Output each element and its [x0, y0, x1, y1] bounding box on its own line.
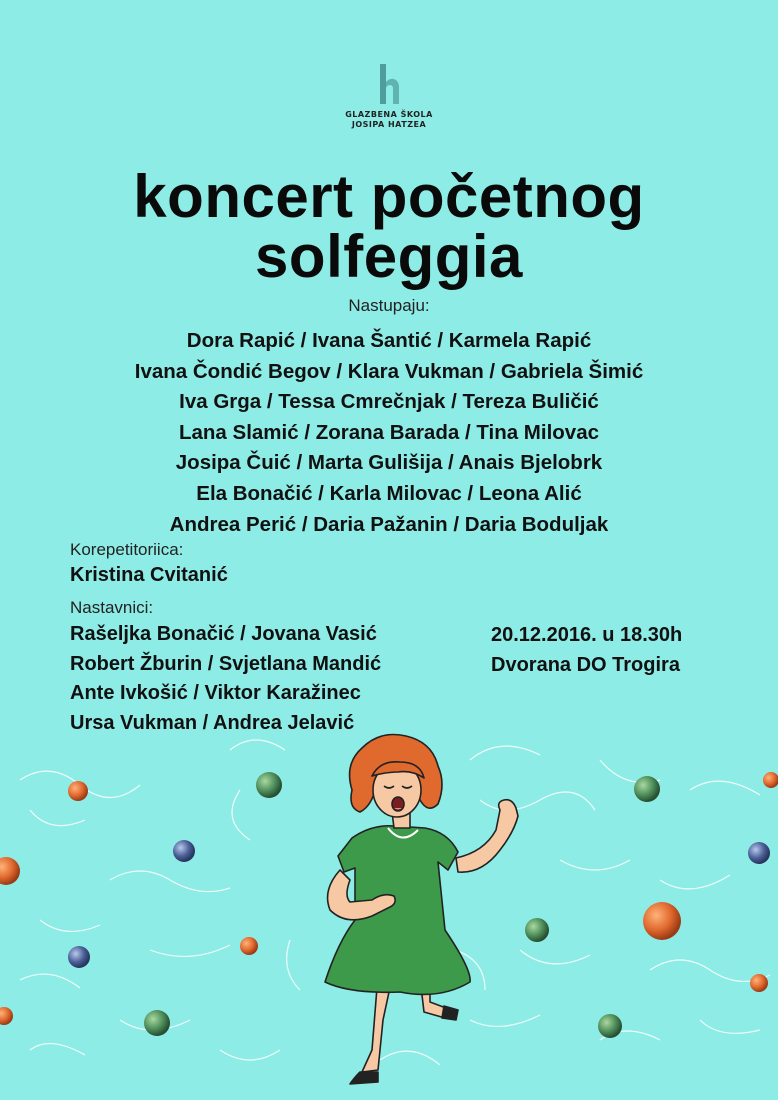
yarn-ball	[643, 902, 681, 940]
performers-row: Ela Bonačić / Karla Milovac / Leona Alić	[196, 481, 582, 505]
singing-girl-illustration	[0, 720, 778, 1100]
school-logo	[330, 62, 448, 130]
performers-list	[0, 326, 778, 540]
accompanist-name: Kristina Cvitanić	[70, 564, 228, 586]
performers-row: Andrea Perić / Daria Pažanin / Daria Boduljak	[169, 512, 609, 536]
singing-girl	[325, 735, 518, 1085]
teachers-row: Rašeljka Bonačić / Jovana Vasić	[70, 623, 377, 645]
event-datetime: 20.12.2016. u 18.30h	[491, 624, 683, 646]
teachers-label: Nastavnici:	[70, 598, 154, 617]
yarn-ball	[0, 857, 20, 885]
performers-row: Josipa Čuić / Marta Gulišija / Anais Bjelobrk	[175, 451, 603, 475]
event-venue: Dvorana DO Trogira	[491, 654, 680, 676]
poster-title-line2: solfeggia	[255, 223, 523, 290]
yarn-ball	[598, 1014, 622, 1038]
teachers-row: Robert Žburin / Svjetlana Mandić	[70, 652, 382, 675]
performers-label: Nastupaju:	[348, 296, 430, 315]
accompanist-label: Korepetitoriica:	[70, 540, 184, 559]
yarn-ball	[763, 772, 778, 788]
yarn-ball	[750, 974, 768, 992]
school-name-line2: JOSIPA HATZEA	[351, 120, 427, 129]
yarn-ball	[0, 1007, 13, 1025]
performers-row: Ivana Čondić Begov / Klara Vukman / Gabriela Šimić	[134, 359, 644, 383]
school-name-line1: GLAZBENA ŠKOLA	[345, 110, 433, 119]
yarn-ball	[256, 772, 282, 798]
poster-title-line1: koncert početnog	[133, 163, 645, 230]
performers-row: Dora Rapić / Ivana Šantić / Karmela Rapić	[186, 329, 592, 352]
yarn-ball	[144, 1010, 170, 1036]
event-info	[491, 620, 682, 680]
performers-row: Lana Slamić / Zorana Barada / Tina Milovac	[178, 420, 600, 444]
teachers-row: Ante Ivkošić / Viktor Karažinec	[70, 682, 361, 704]
girl-right-arm	[456, 800, 518, 872]
yarn-ball	[68, 781, 88, 801]
school-logo-mark	[374, 62, 404, 106]
yarn-ball	[173, 840, 195, 862]
yarn-ball	[748, 842, 770, 864]
performers-row: Iva Grga / Tessa Cmrečnjak / Tereza Buličić	[179, 390, 599, 414]
yarn-ball	[525, 918, 549, 942]
yarn-ball	[634, 776, 660, 802]
teachers-row: Ursa Vukman / Andrea Jelavić	[70, 711, 355, 734]
yarn-ball	[240, 937, 258, 955]
yarn-ball	[68, 946, 90, 968]
